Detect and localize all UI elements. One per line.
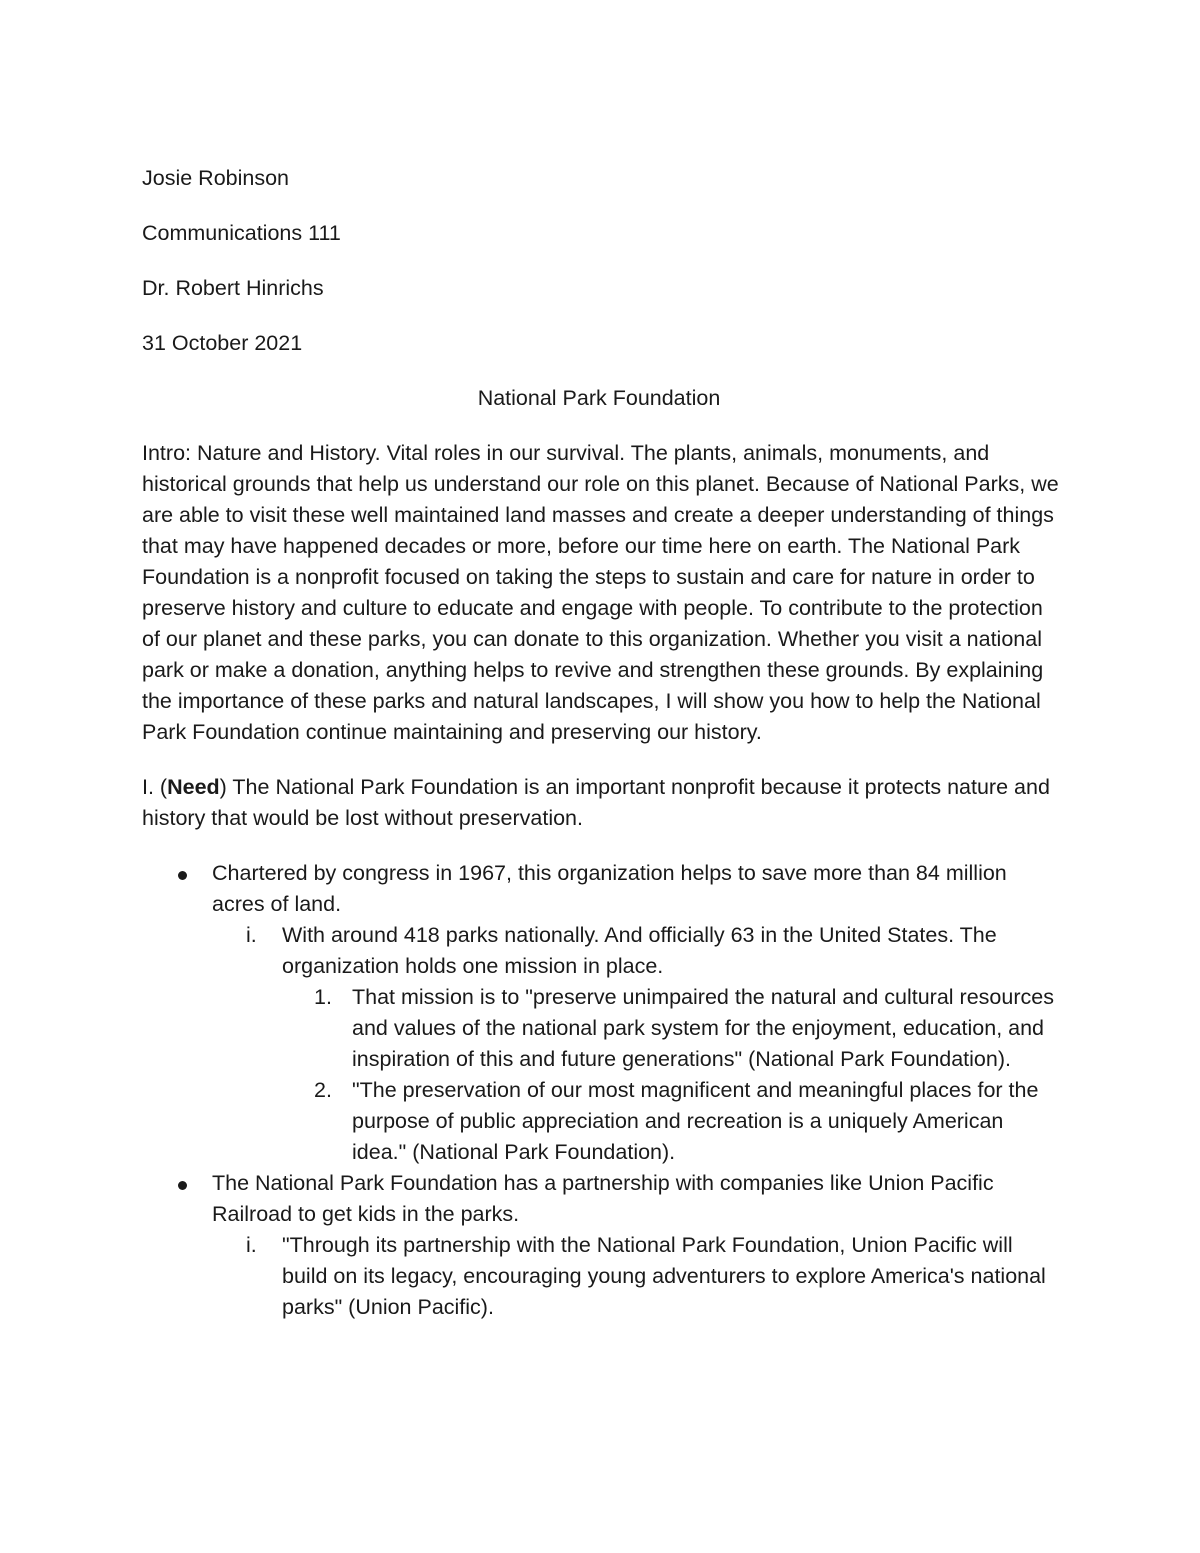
- bullet-text: The National Park Foundation has a partnership with companies like Union Pacific Railroad to get kids in the parks.: [212, 1171, 994, 1226]
- document-body: [142, 163, 1062, 1323]
- roman-item-parks: [212, 920, 1062, 1168]
- bullet-item-charter: [142, 858, 1062, 1168]
- numbered-text: "The preservation of our most magnificent and meaningful places for the purpose of public appreciation and recreation is a uniquely American idea." (National Park Foundation).: [352, 1078, 1039, 1164]
- document-date: 31 October 2021: [142, 331, 303, 355]
- numbered-item-mission: [282, 982, 1062, 1075]
- instructor-name: Dr. Robert Hinrichs: [142, 276, 324, 300]
- roman-text: "Through its partnership with the National Park Foundation, Union Pacific will build on its legacy, encouraging young adventurers to explore America's national parks" (Union Pacific).: [282, 1233, 1046, 1319]
- roman-item-union-pacific: [212, 1230, 1062, 1323]
- bullet-list: [142, 858, 1062, 1323]
- numbered-item-preservation: [282, 1075, 1062, 1168]
- author-name: Josie Robinson: [142, 166, 290, 190]
- section-need-label: Need: [167, 775, 220, 799]
- bullet-dot-icon: [178, 1181, 187, 1190]
- section-prefix: I. (: [142, 775, 168, 799]
- bullet-text: Chartered by congress in 1967, this organization helps to save more than 84 million acres of land.: [212, 861, 1007, 916]
- roman-marker: i.: [246, 1233, 257, 1257]
- number-marker: 2.: [314, 1078, 332, 1102]
- bullet-item-partnership: [142, 1168, 1062, 1323]
- course-name: Communications 111: [142, 221, 341, 245]
- roman-text: With around 418 parks nationally. And officially 63 in the United States. The organization holds one mission in place.: [282, 923, 997, 978]
- bullet-dot-icon: [178, 871, 187, 880]
- section-need-text: ) The National Park Foundation is an important nonprofit because it protects nature and history that would be lost without preservation.: [142, 775, 1050, 830]
- numbered-text: That mission is to "preserve unimpaired the natural and cultural resources and values of the national park system for the enjoyment, education, and inspiration of this and future generations" (National Park Foundation).: [352, 985, 1054, 1071]
- number-marker: 1.: [314, 985, 332, 1009]
- document-title: National Park Foundation: [477, 386, 721, 410]
- section-need-paragraph: [142, 772, 1062, 834]
- roman-marker: i.: [246, 923, 257, 947]
- intro-paragraph: Intro: Nature and History. Vital roles in our survival. The plants, animals, monuments, and historical grounds that help us understand our role on this planet. Because of National Parks, we are able to visit these well maintained land masses and create a deeper understanding of things that may have happened decades or more, before our time here on earth. The National Park Foundation is a nonprofit focused on taking the steps to sustain and care for nature in order to preserve history and culture to educate and engage with people. To contribute to the protection of our planet and these parks, you can donate to this organization. Whether you visit a national park or make a donation, anything helps to revive and strengthen these grounds. By explaining the importance of these parks and natural landscapes, I will show you how to help the National Park Foundation continue maintaining and preserving our history.: [142, 441, 1059, 744]
